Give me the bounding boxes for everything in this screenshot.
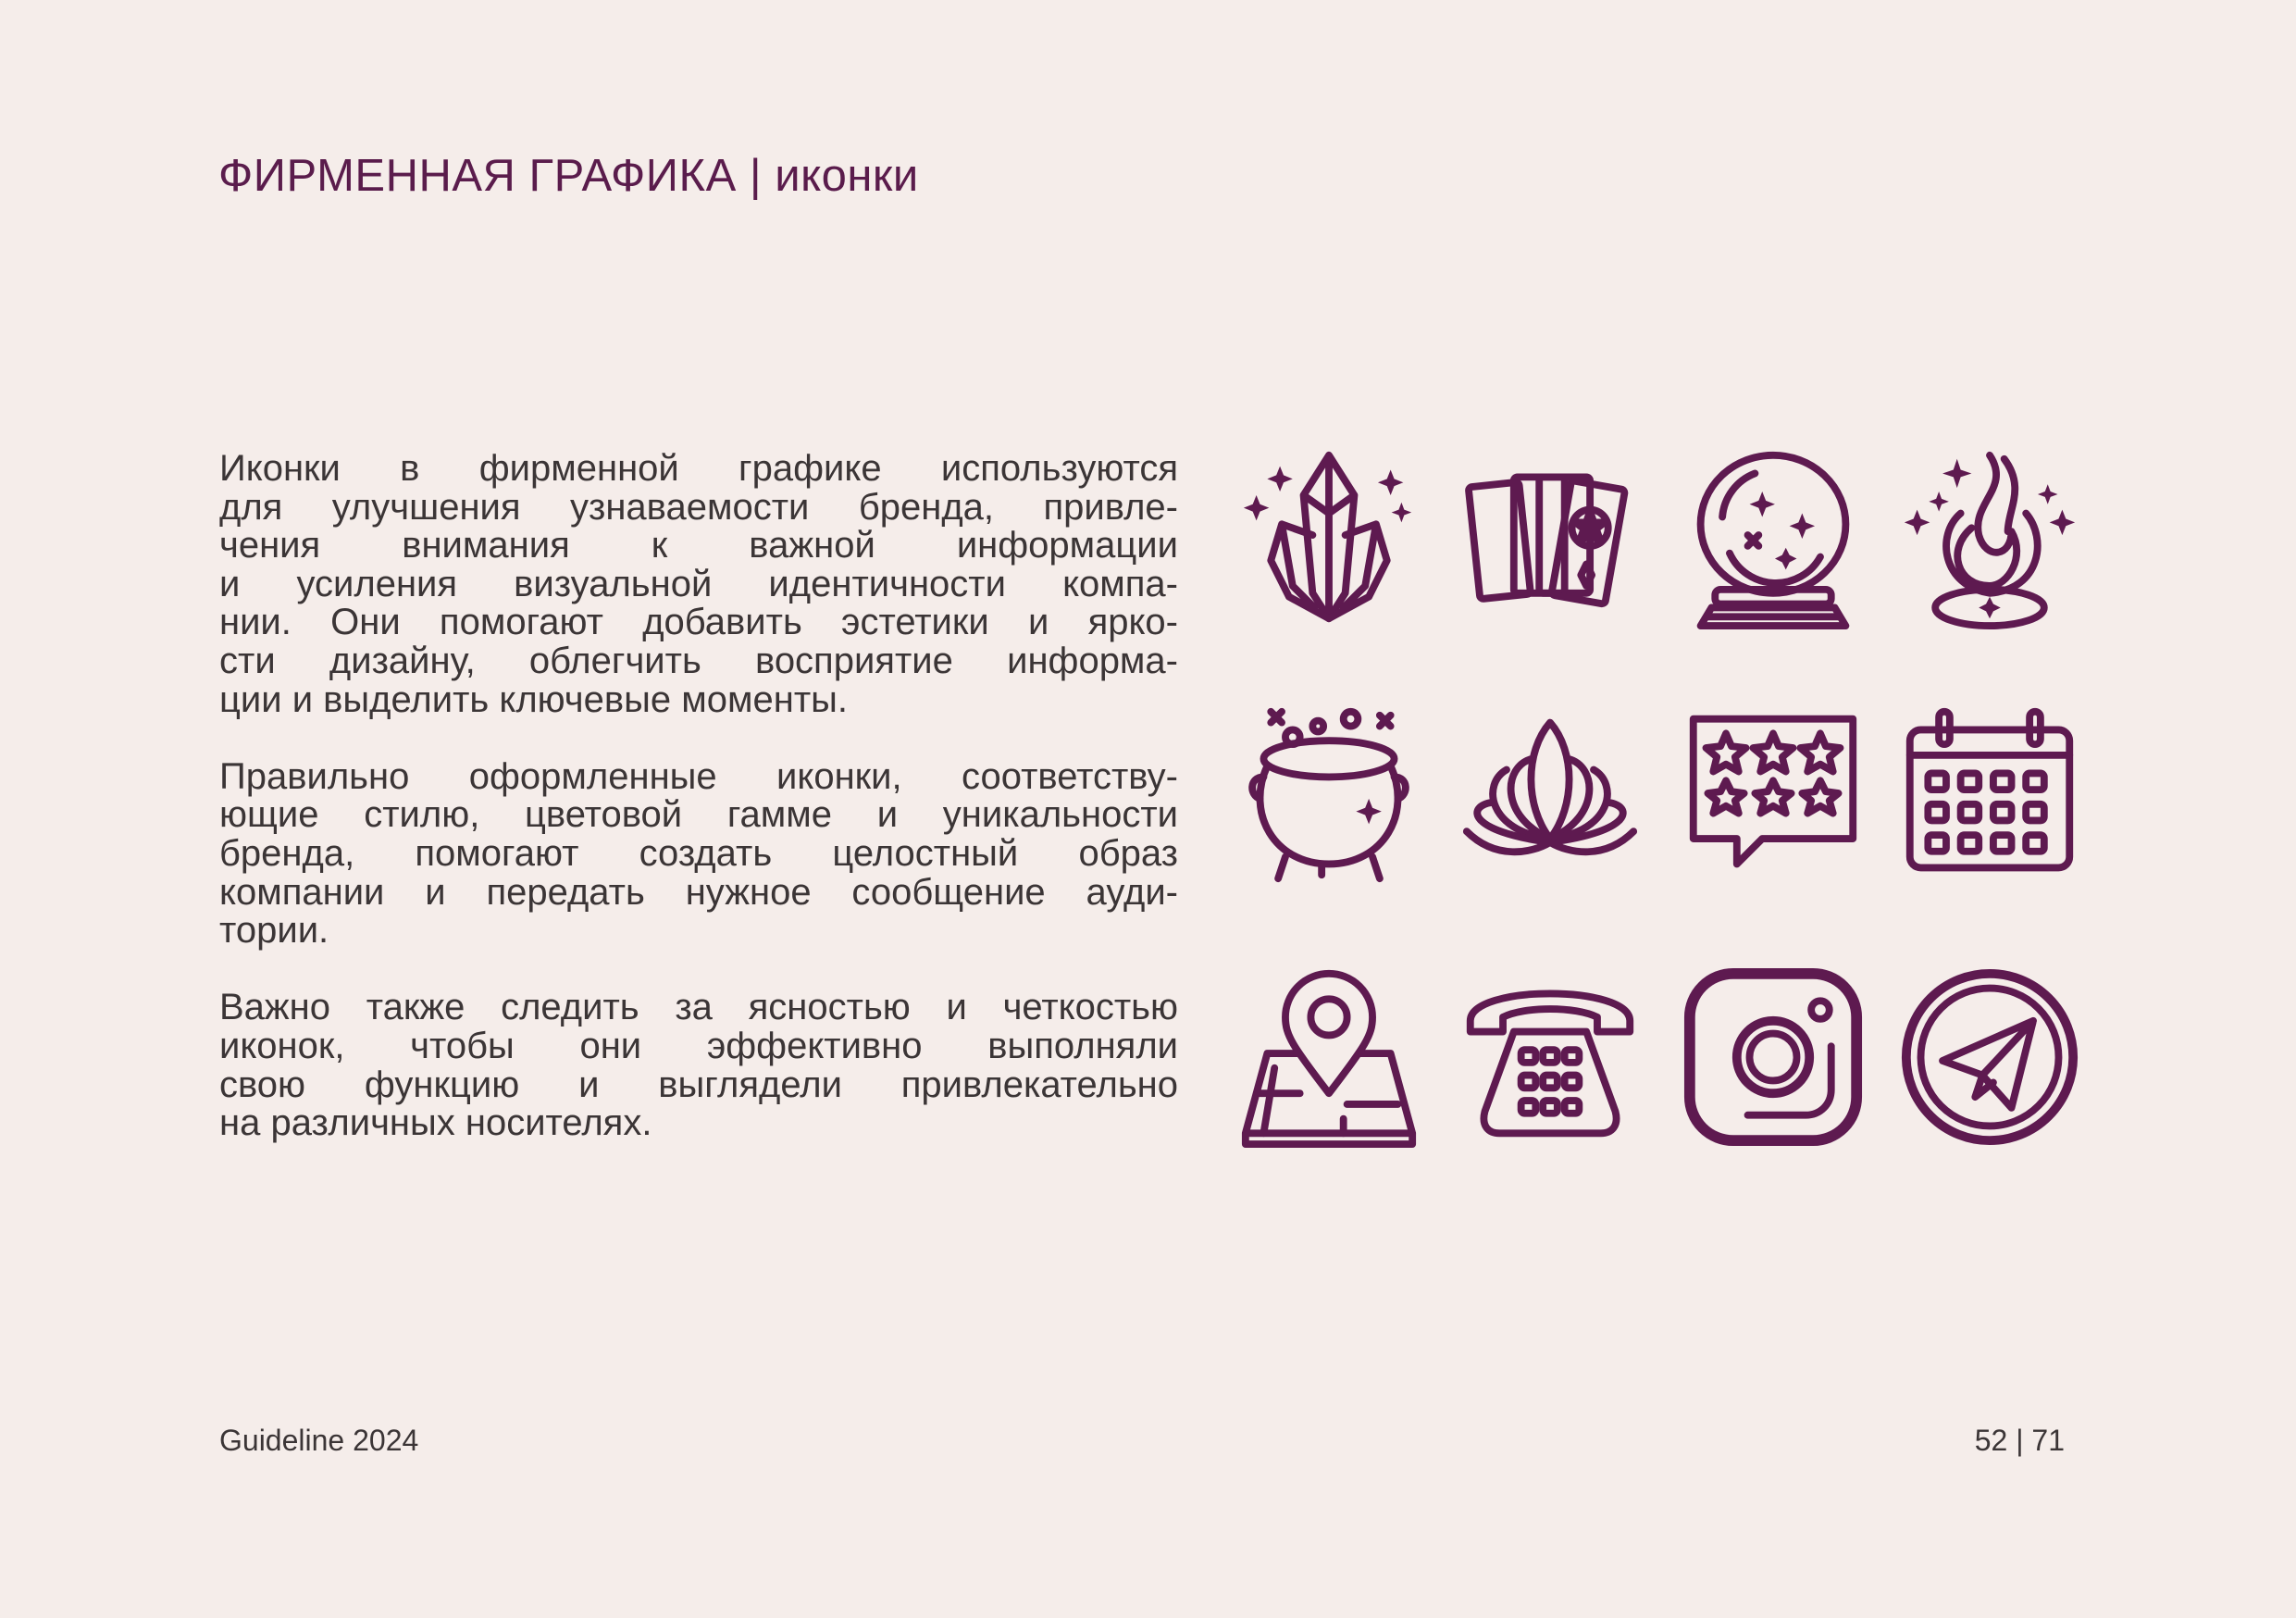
text-line: бренда, помогают создать целостный образ [219, 832, 1178, 874]
telephone-icon [1459, 966, 1641, 1148]
text-line: тории. [219, 910, 329, 952]
paragraph [219, 450, 1178, 719]
text-line: чения внимания к важной информации [219, 525, 1178, 566]
paragraph [219, 989, 1178, 1142]
paragraph [219, 755, 1178, 952]
body-text [219, 450, 1178, 1181]
text-line: ции и выделить ключевые моменты. [219, 678, 849, 720]
page-number: 52 | 71 [1974, 1424, 2065, 1457]
tarot-cards-icon [1459, 448, 1641, 629]
lotus-icon [1459, 704, 1641, 886]
text-line: Иконки в фирменной графике используются [219, 448, 1178, 489]
instagram-icon [1682, 966, 1864, 1148]
telegram-icon [1899, 966, 2080, 1148]
text-line: Важно также следить за ясностью и четкостью [219, 987, 1178, 1028]
text-line: компании и передать нужное сообщение ауди- [219, 871, 1178, 913]
text-line: свою функцию и выглядели привлекательно [219, 1064, 1178, 1105]
text-line: нии. Они помогают добавить эстетики и ярко- [219, 602, 1178, 643]
review-stars-icon [1682, 704, 1864, 886]
crystal-ball-icon [1682, 448, 1864, 629]
magic-flame-icon [1899, 448, 2080, 629]
text-line: сти дизайну, облегчить восприятие информа- [219, 640, 1178, 681]
map-pin-icon [1238, 966, 1420, 1148]
cauldron-icon [1238, 704, 1420, 886]
calendar-icon [1899, 704, 2080, 886]
text-line: Правильно оформленные иконки, соответству- [219, 755, 1178, 797]
text-line: иконок, чтобы они эффективно выполняли [219, 1025, 1178, 1066]
text-line: для улучшения узнаваемости бренда, привле- [219, 486, 1178, 528]
text-line: и усиления визуальной идентичности компа- [219, 563, 1178, 604]
crystal-icon [1238, 448, 1420, 629]
text-line: ющие стилю, цветовой гамме и уникальности [219, 794, 1178, 836]
page-title: ФИРМЕННАЯ ГРАФИКА | иконки [218, 151, 919, 201]
text-line: на различных носителях. [219, 1102, 652, 1144]
footer-guideline: Guideline 2024 [219, 1424, 419, 1457]
